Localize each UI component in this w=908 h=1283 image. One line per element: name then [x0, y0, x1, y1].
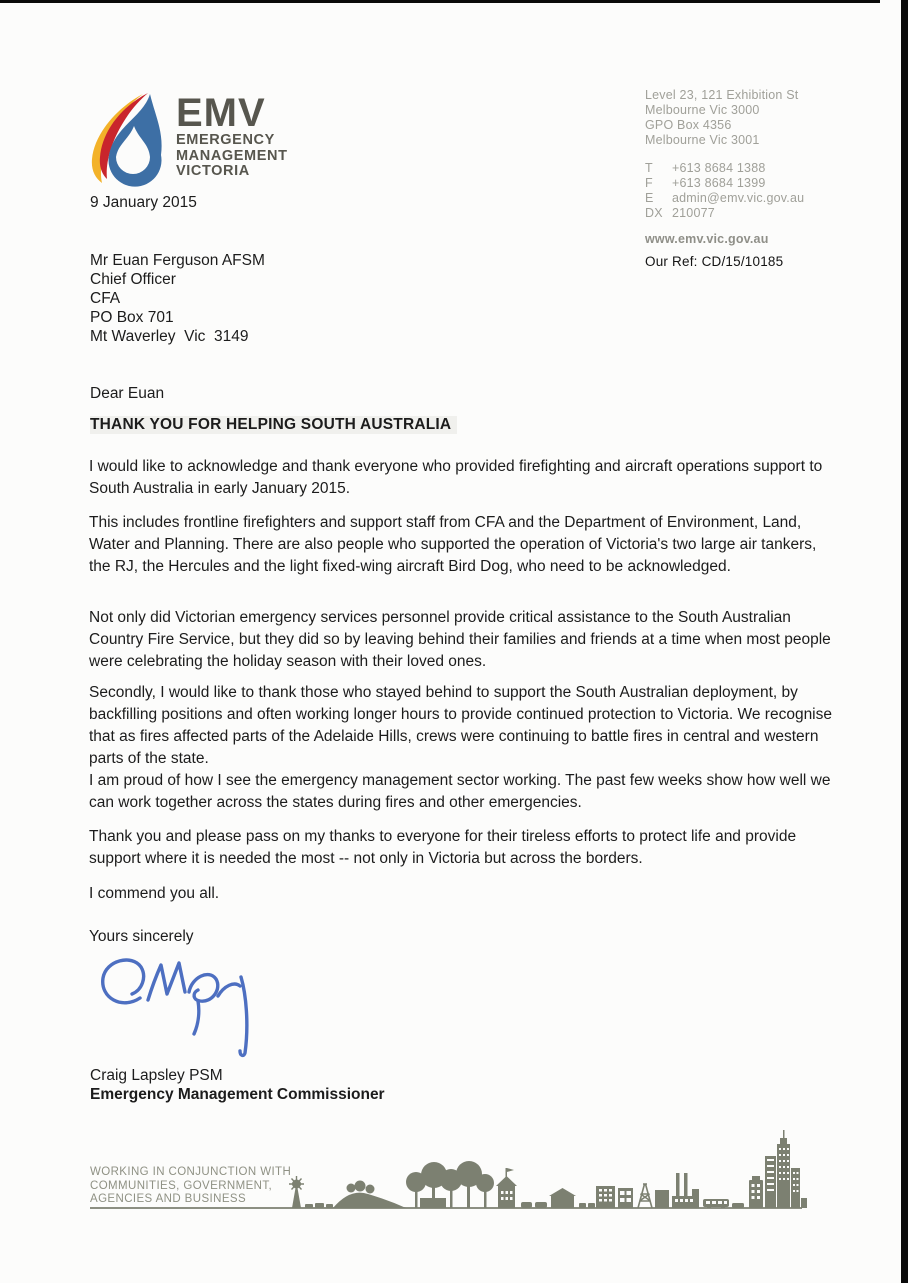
hut-icon: [420, 1198, 446, 1208]
body-paragraph: I am proud of how I see the emergency management sector working. The past few weeks show how well we can work together across the states during fires and other emergencies.: [89, 772, 831, 811]
car-icon: [579, 1203, 586, 1208]
salutation: Dear Euan: [90, 385, 165, 402]
contact-address-line: Level 23, 121 Exhibition St: [645, 88, 799, 102]
office-building-icon: [596, 1186, 615, 1208]
recipient-po-box: PO Box 701: [90, 309, 174, 326]
contact-address-line: Melbourne Vic 3001: [645, 133, 760, 147]
body-paragraph: Thank you and please pass on my thanks to everyone for their tireless efforts to protect life and provide support where it is needed the most -- not only in Victoria but across the borders.: [89, 828, 797, 867]
tree-icon: [355, 1181, 366, 1192]
vehicle-icon: [305, 1204, 313, 1208]
contact-row-label: F: [645, 176, 653, 190]
recipient-address: [90, 251, 265, 346]
phone-number: +613 8684 1388: [672, 161, 766, 175]
tree-icon: [476, 1174, 494, 1192]
round-tower-icon: [749, 1176, 763, 1208]
letter-date: 9 January 2015: [90, 194, 197, 211]
fax-number: +613 8684 1399: [672, 176, 766, 190]
recipient-suburb: Mt Waverley Vic 3149: [90, 328, 249, 345]
handwritten-signature: [88, 952, 278, 1064]
emv-droplet-flame-icon: [88, 93, 168, 193]
hill-silhouette: [333, 1193, 406, 1208]
car-icon: [521, 1202, 532, 1208]
skyscraper-icon: [791, 1168, 800, 1208]
scan-artifact-right-edge: [901, 0, 908, 1283]
windmill-icon: [289, 1176, 304, 1208]
contact-address-line: GPO Box 4356: [645, 118, 732, 132]
subject-heading: THANK YOU FOR HELPING SOUTH AUSTRALIA: [90, 416, 457, 434]
contact-row-label: T: [645, 161, 653, 175]
recipient-organisation: CFA: [90, 290, 121, 307]
bus-icon: [703, 1199, 729, 1208]
body-paragraph: I commend you all.: [89, 885, 220, 902]
contact-row-label: DX: [645, 206, 663, 220]
contact-row-fax: [645, 176, 885, 191]
power-pylon-icon: [638, 1184, 652, 1208]
scan-artifact-top-edge: [0, 0, 880, 3]
contact-row-email: [645, 191, 885, 206]
body-paragraph: Secondly, I would like to thank those who stayed behind to support the South Australian deployment, by backfilling positions and often working longer hours to provide continued protection to Victoria. We recognise that as fires affected parts of the Adelaide Hills, crews were continuing to battle fires in central and western parts of the state.: [89, 684, 833, 767]
car-icon: [732, 1203, 744, 1208]
lattice-building-icon: [618, 1188, 633, 1208]
body-paragraph: This includes frontline firefighters and support staff from CFA and the Department of Environment, Land, Water and Planning. There are also people who supported the operation of Victoria's two large air tankers, the RJ, the Hercules and the light fixed-wing aircraft Bird Dog, who need to be acknowledged.: [89, 514, 817, 575]
car-icon: [535, 1202, 547, 1208]
email-address: admin@emv.vic.gov.au: [672, 191, 805, 205]
factory-icon: [672, 1173, 699, 1208]
house-icon: [549, 1188, 576, 1208]
vehicle-icon: [315, 1203, 324, 1208]
low-block-icon: [801, 1198, 807, 1208]
tower-house-icon: [496, 1168, 517, 1208]
footer-tagline-line: WORKING IN CONJUNCTION WITH: [90, 1166, 292, 1178]
silo-block-icon: [655, 1190, 669, 1208]
contact-row-label: E: [645, 191, 654, 205]
contact-block: [645, 88, 885, 269]
reference-number: Our Ref: CD/15/10185: [645, 254, 784, 269]
website-url: www.emv.vic.gov.au: [645, 232, 769, 246]
closing-line: Yours sincerely: [89, 928, 194, 945]
vehicle-icon: [326, 1204, 333, 1208]
footer-tagline-line: COMMUNITIES, GOVERNMENT,: [90, 1179, 273, 1192]
footer-tagline: [90, 1166, 291, 1207]
signer-title: Emergency Management Commissioner: [90, 1086, 385, 1103]
recipient-name: Mr Euan Ferguson AFSM: [90, 252, 265, 269]
contact-row-phone: [645, 161, 885, 176]
body-paragraph: I would like to acknowledge and thank everyone who provided firefighting and aircraft operations support to South Australia in early January 2015.: [89, 458, 823, 497]
footer-tagline-line: AGENCIES AND BUSINESS: [90, 1193, 247, 1205]
signer-name: Craig Lapsley PSM: [90, 1067, 223, 1084]
contact-phone-rows: [645, 161, 885, 221]
emv-name-line: EMERGENCY: [176, 132, 275, 148]
contact-row-dx: [645, 206, 885, 221]
contact-address-line: Melbourne Vic 3000: [645, 103, 760, 117]
body-paragraph: Not only did Victorian emergency services personnel provide critical assistance to the South Australian Country Fire Service, but they did so by leaving behind their families and friends at a time when most people were celebrating the holiday season with their loved ones.: [89, 609, 831, 670]
tree-icon: [347, 1184, 356, 1193]
emv-acronym: EMV: [176, 91, 266, 135]
car-icon: [588, 1203, 595, 1208]
dx-number: 210077: [672, 206, 715, 220]
emv-name-line: VICTORIA: [176, 163, 250, 179]
recipient-title: Chief Officer: [90, 271, 176, 288]
city-country-skyline-silhouette: [288, 1128, 808, 1208]
skyscraper-icon: [765, 1156, 776, 1208]
emv-logo-text: [176, 93, 288, 193]
skyscraper-tallest-icon: [777, 1130, 790, 1208]
emv-name-line: MANAGEMENT: [176, 147, 288, 164]
tree-icon: [366, 1185, 375, 1194]
emv-logo: [88, 93, 288, 193]
